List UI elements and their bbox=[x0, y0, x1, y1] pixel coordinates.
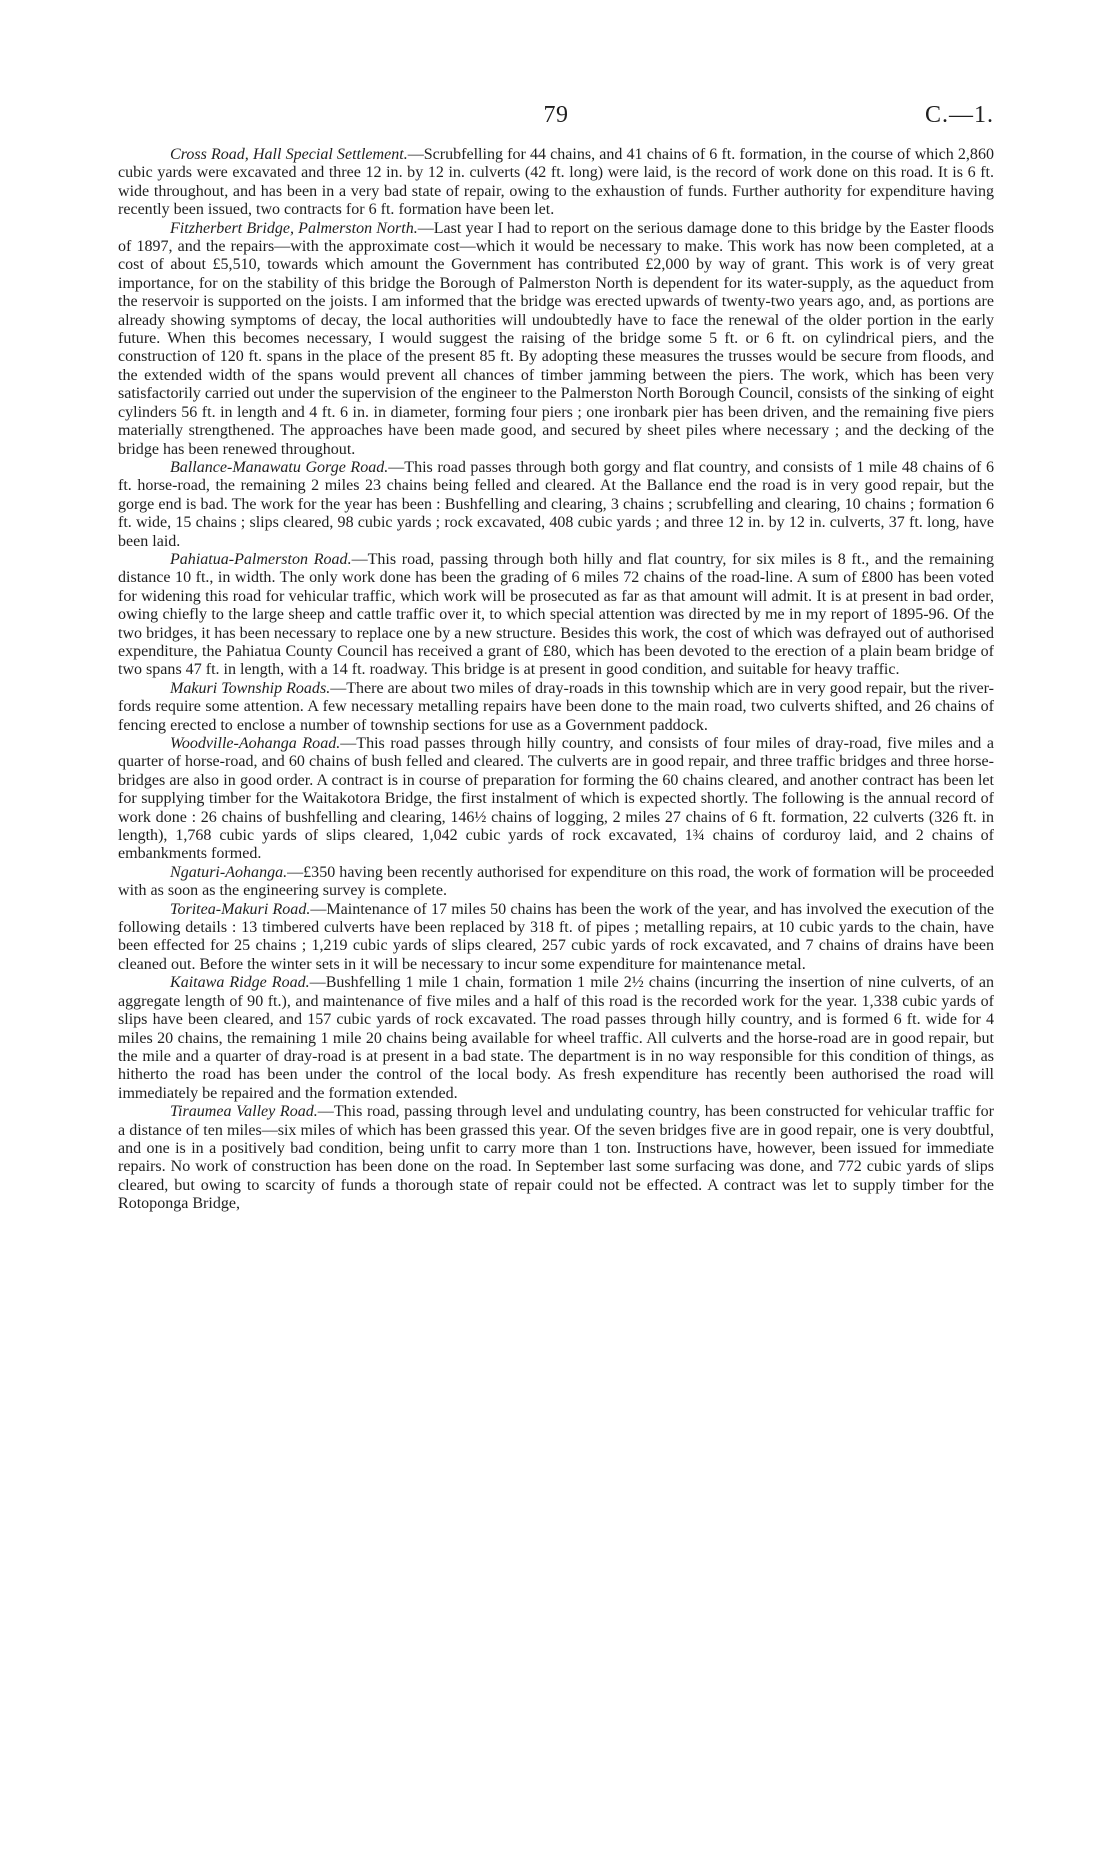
paragraph-ngaturi-aohanga bbox=[118, 864, 994, 901]
paragraph-cross-road bbox=[118, 146, 994, 220]
paragraph-heading: Ngaturi-Aohanga. bbox=[170, 863, 288, 881]
document-page bbox=[118, 0, 994, 1863]
paragraph-text: —This road, passing through level and undulating country, has been constructed for vehicular traffic for a distance of ten miles—six miles of which has been grassed this year. Of the seven bridges five are in good repair, one is very doubtful, and one is in a positively bad condition, being unfit to carry more than 1 ton. Instructions have, however, been issued for immediate repairs. No work of construction has been done on the road. In September last some surfacing was done, and 772 cubic yards of slips cleared, but owing to scarcity of funds a thorough state of repair could not be effected. A contract was let to supply timber for the Rotoponga Bridge, bbox=[118, 1103, 995, 1213]
paragraph-woodville-aohanga-road bbox=[118, 735, 994, 864]
body-text bbox=[118, 146, 994, 1214]
paragraph-makuri-township-roads bbox=[118, 680, 994, 735]
paragraph-text: —Maintenance of 17 miles 50 chains has been the work of the year, and has involved the execution of the following details : 13 timbered culverts have been replaced by 318 ft. of pipes ; metalling repairs, at 10 cubic yards to the chain, have been effected for 25 chains ; 1,219 cubic yards of slips cleared, 257 cubic yards of rock excavated, and 7 chains of drains have been cleaned out. Before the winter sets in it will be necessary to incur some expenditure for maintenance metal. bbox=[118, 900, 994, 973]
paragraph-kaitawa-ridge-road bbox=[118, 974, 994, 1103]
paragraph-heading: Pahiatua-Palmerston Road. bbox=[170, 550, 352, 568]
paragraph-text: —Scrubfelling for 44 chains, and 41 chains of 6 ft. formation, in the course of which 2,860 cubic yards were excavated and three 12 in. by 12 in. culverts (42 ft. long) were laid, is the record of work done on this road. It is 6 ft. wide throughout, and has been in a very bad state of repair, owing to the exhaustion of funds. Further authority for expenditure having recently been issued, two contracts for 6 ft. formation have been let. bbox=[118, 146, 994, 219]
paragraph-pahiatua-palmerston-road bbox=[118, 551, 994, 680]
paragraph-heading: Toritea-Makuri Road. bbox=[170, 900, 311, 918]
paragraph-text: —This road passes through both gorgy and flat country, and consists of 1 mile 48 chains of 6 ft. horse-road, the remaining 2 miles 23 chains being felled and cleared. At the Ballance end the road is in very good repair, but the gorge end is bad. The work for the year has been : Bushfelling and clearing, 3 chains ; scrubfelling and clearing, 10 chains ; formation 6 ft. wide, 15 chains ; slips cleared, 98 cubic yards ; rock excavated, 408 cubic yards ; and three 12 in. by 12 in. culverts, 37 ft. long, have been laid. bbox=[118, 458, 994, 550]
page-number: 79 bbox=[543, 102, 569, 128]
paragraph-text: —Bushfelling 1 mile 1 chain, formation 1 mile 2½ chains (incurring the insertion of nine culverts, of an aggregate length of 90 ft.), and maintenance of five miles and a half of this road is the recorded work for the year. 1,338 cubic yards of slips have been cleared, and 157 cubic yards of rock excavated. The road passes through hilly country, and is formed 6 ft. wide for 4 miles 20 chains, the remaining 1 mile 20 chains being available for wheel traffic. All culverts and the horse-road are in good repair, but the mile and a quarter of dray-road is at present in a bad state. The department is in no way responsible for this condition of things, as hitherto the road has been under the control of the local body. As fresh expenditure has recently been authorised the road will immediately be repaired and the formation extended. bbox=[118, 974, 994, 1102]
paragraph-ballance-manawatu-gorge-road bbox=[118, 459, 994, 551]
paragraph-text: —This road, passing through both hilly and flat country, for six miles is 8 ft., and the remaining distance 10 ft., in width. The only work done has been the grading of 6 miles 72 chains of the road-line. A sum of £800 has been voted for widening this road for vehicular traffic, which work will be prosecuted as far as that amount will admit. It is at present in bad order, owing chiefly to the large sheep and cattle traffic over it, to which special attention was directed by me in my report of 1895-96. Of the two bridges, it has been necessary to replace one by a new structure. Besides this work, the cost of which was defrayed out of authorised expenditure, the Pahiatua County Council has received a grant of £80, which has been devoted to the erection of a plain beam bridge of two spans 47 ft. in length, with a 14 ft. roadway. This bridge is at present in good condition, and suitable for heavy traffic. bbox=[118, 550, 994, 679]
paragraph-heading: Kaitawa Ridge Road. bbox=[170, 974, 310, 992]
paragraph-fitzherbert-bridge bbox=[118, 220, 994, 459]
paragraph-heading: Makuri Township Roads. bbox=[170, 679, 331, 697]
paragraph-tiraumea-valley-road bbox=[118, 1103, 994, 1213]
paragraph-heading: Cross Road, Hall Special Settlement. bbox=[170, 146, 408, 163]
paragraph-heading: Woodville-Aohanga Road. bbox=[170, 735, 341, 752]
paragraph-text: —This road passes through hilly country, and consists of four miles of dray-road, five miles and a quarter of horse-road, and 60 chains of bush felled and cleared. The culverts are in good repair, and three traffic bridges and three horse-bridges are also in good order. A contract is in course of preparation for forming the 60 chains cleared, and another contract has been let for supplying timber for the Waitakotora Bridge, the first instalment of which is expected shortly. The following is the annual record of work done : 26 chains of bushfelling and clearing, 146½ chains of logging, 2 miles 27 chains of 6 ft. formation, 22 culverts (326 ft. in length), 1,768 cubic yards of slips cleared, 1,042 cubic yards of rock excavated, 1¾ chains of corduroy laid, and 2 chains of embankments formed. bbox=[118, 735, 995, 863]
paragraph-heading: Tiraumea Valley Road. bbox=[170, 1103, 318, 1121]
paragraph-text: —Last year I had to report on the serious damage done to this bridge by the Easter floods of 1897, and the repairs—with the approximate cost—which it would be necessary to make. This work has now been completed, at a cost of about £5,510, towards which amount the Government has contributed £2,000 by way of grant. This work is of very great importance, for on the stability of this bridge the Borough of Palmerston North is dependent for its water-supply, as the aqueduct from the reservoir is supported on the joists. I am informed that the bridge was erected upwards of twenty-two years ago, and, as portions are already showing symptoms of decay, the local authorities will undoubtedly have to face the renewal of the older portion in the early future. When this becomes necessary, I would suggest the raising of the bridge some 5 ft. or 6 ft. on cylindrical piers, and the construction of 120 ft. spans in the place of the present 85 ft. By adopting these measures the trusses would be secure from floods, and the extended width of the spans would prevent all chances of timber jamming between the piers. The work, which has been very satisfactorily carried out under the supervision of the engineer to the Palmerston North Borough Council, consists of the sinking of eight cylinders 56 ft. in length and 4 ft. 6 in. in diameter, forming four piers ; one ironbark pier has been driven, and the remaining five piers materially strengthened. The approaches have been made good, and secured by sheet piles where necessary ; and the decking of the bridge has been renewed throughout. bbox=[118, 219, 995, 458]
paragraph-text: —£350 having been recently authorised for expenditure on this road, the work of formation will be proceeded with as soon as the engineering survey is complete. bbox=[118, 863, 994, 900]
paragraph-heading: Ballance-Manawatu Gorge Road. bbox=[170, 458, 389, 476]
paragraph-toritea-makuri-road bbox=[118, 901, 994, 975]
page-header bbox=[118, 100, 994, 134]
paragraph-text: —There are about two miles of dray-roads in this township which are in very good repair, but the river-fords require some attention. A few necessary metalling repairs have been done to the main road, two culverts shifted, and 26 chains of fencing erected to enclose a number of township sections for use as a Government paddock. bbox=[118, 679, 994, 734]
paragraph-heading: Fitzherbert Bridge, Palmerston North. bbox=[170, 219, 418, 237]
document-reference: C.—1. bbox=[924, 102, 994, 128]
